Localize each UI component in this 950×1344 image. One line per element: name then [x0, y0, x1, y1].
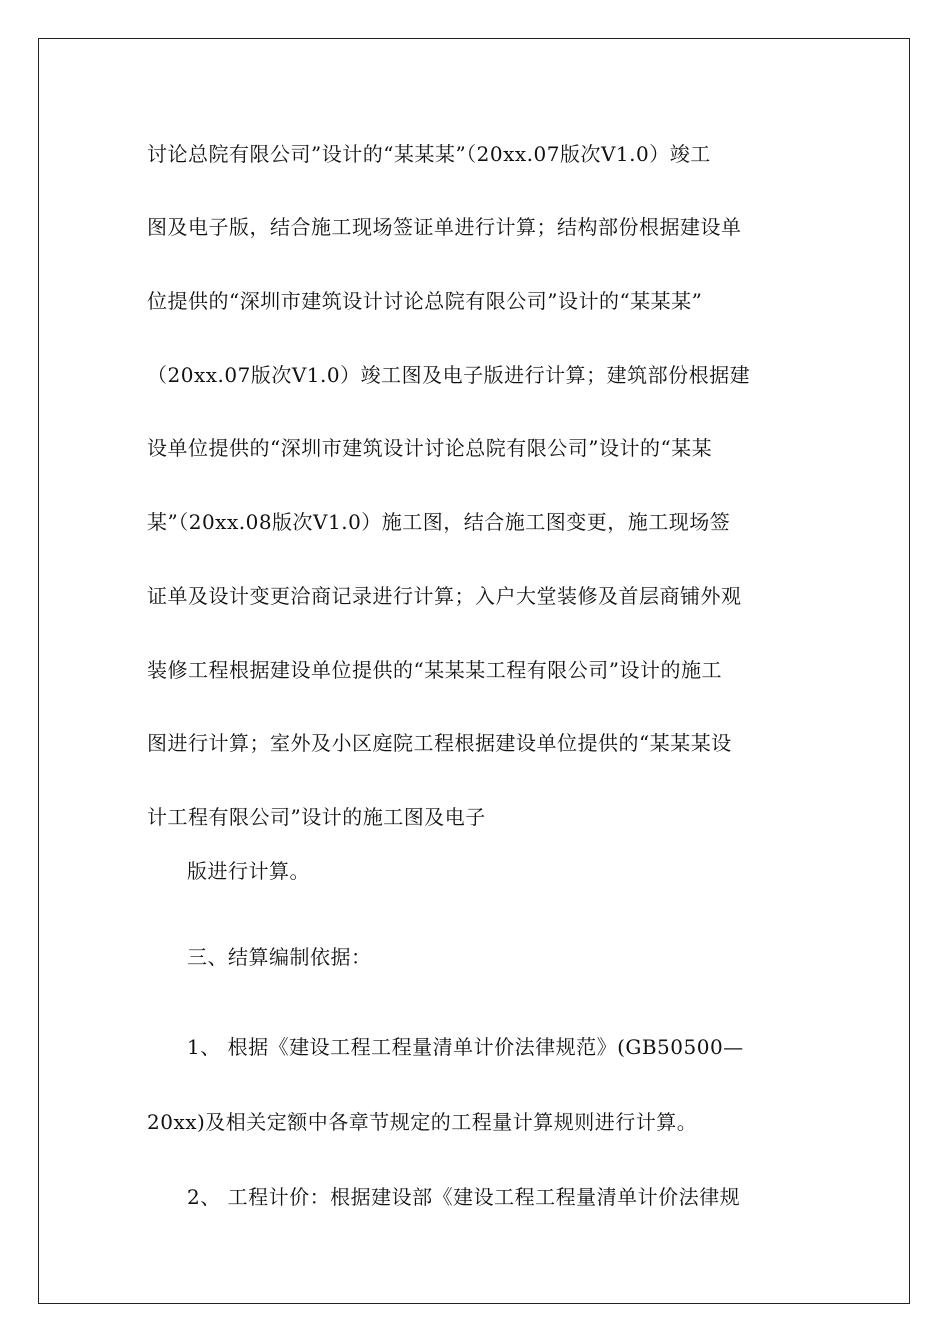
text-line: 某”（20xx.08版次V1.0）施工图，结合施工图变更，施工现场签 [147, 510, 731, 534]
text-line: 设单位提供的“深圳市建筑设计讨论总院有限公司”设计的“某某 [147, 436, 713, 460]
text-line: 图进行计算；室外及小区庭院工程根据建设单位提供的“某某某设 [147, 731, 732, 755]
list-item: 2、 工程计价：根据建设部《建设工程工程量清单计价法律规 [187, 1185, 741, 1209]
text-line: 位提供的“深圳市建筑设计讨论总院有限公司”设计的“某某某” [147, 289, 703, 313]
text-line: （20xx.07版次V1.0）竣工图及电子版进行计算；建筑部份根据建 [147, 363, 751, 387]
text-line: 装修工程根据建设单位提供的“某某某工程有限公司”设计的施工 [147, 658, 722, 682]
text-line: 图及电子版，结合施工现场签证单进行计算；结构部份根据建设单 [147, 215, 742, 239]
text-line: 20xx)及相关定额中各章节规定的工程量计算规则进行计算。 [147, 1110, 698, 1134]
text-line: 证单及设计变更洽商记录进行计算；入户大堂装修及首层商铺外观 [147, 584, 742, 608]
text-line: 讨论总院有限公司”设计的“某某某”（20xx.07版次V1.0）竣工 [147, 142, 711, 166]
text-line: 计工程有限公司”设计的施工图及电子 [147, 805, 486, 829]
list-item: 1、 根据《建设工程工程量清单计价法律规范》(GB50500— [187, 1035, 744, 1059]
text-line: 版进行计算。 [187, 859, 310, 883]
section-heading: 三、结算编制依据： [187, 945, 372, 969]
